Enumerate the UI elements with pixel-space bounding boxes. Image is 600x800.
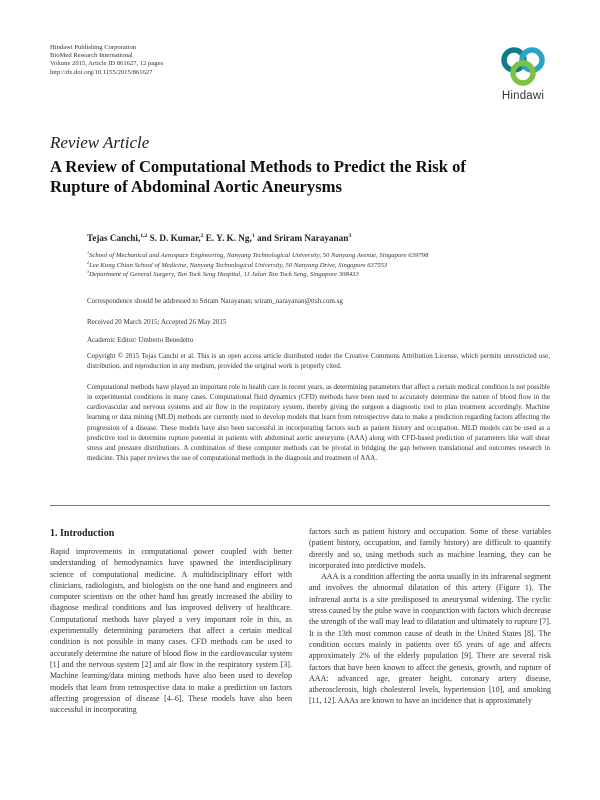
logo-text: Hindawi [501, 90, 545, 102]
publisher-name: Hindawi Publishing Corporation [50, 44, 137, 51]
affil-mark: 1 [87, 249, 90, 255]
author-affil-mark: 3 [348, 232, 352, 239]
abstract: Computational methods have played an important role in health care in recent years, as determining parameters that affect a certain medical condition is not possible in experimental conditions in many cases. Computational fluid dynamics (CFD) methods have been used to accurately determine the nature of blood flow in the cardiovascular and nervous systems and air flow in the respiratory system, thereby giving the surgeon a diagnostic tool to plan treatment accordingly. Machine learning or data mining (MLD) methods are currently used to develop models that learn from retrospective data to make a prediction regarding factors affecting the progression of a disease. These models have also been successful in incorporating factors such as patient history and occupation. MLD models can be used as a predictive tool to determine rupture potential in patients with abdominal aortic aneurysms (AAA) along with CFD-based prediction of parameters like wall shear stress and pressure distributions. A combination of these computer methods can be pivotal in bridging the gap between translational and outcomes research in medicine. This paper reviews the use of computational methods in the diagnosis and treatment of AAA. [87, 383, 550, 463]
author-name: and Sriram Narayanan [256, 233, 349, 243]
author-name: S. D. Kumar, [149, 233, 201, 243]
left-column [50, 546, 292, 715]
paragraph: Rapid improvements in computational power coupled with better understanding of hemodynamics have spawned the interdisciplinary science of computational medicine. A multidisciplinary effort with clinicians, radiologists, and biologists on the one hand and engineers and computer scientists on the other hand has greatly increased the ability to diagnose medical conditions and has improved delivery of healthcare. Computational methods have played a very important role in this, as experimentally determining parameters that affect a certain medical condition is not possible in many cases. CFD methods can be used to accurately determine the nature of blood flow in the cardiovascular system [1] and the nervous system [2] and air flow in the respiratory system [3]. Machine learning/data mining methods have also been used to develop models that learn from retrospective data to make a prediction on factors affecting progression of disease [4–6]. These models have also been successful in incorporating [50, 547, 292, 715]
affil-text: School of Mechanical and Aerospace Engineering, Nanyang Technological University, 50 Nanyang Avenue, Singapore 639798 [89, 252, 429, 259]
journal-name: BioMed Research International [50, 52, 133, 60]
received-accepted-dates: Received 20 March 2015; Accepted 26 May 2015 [87, 318, 227, 326]
section-heading: 1. Introduction [50, 528, 115, 539]
affil-mark: 3 [87, 268, 90, 274]
hindawi-logo [492, 43, 554, 105]
academic-editor: Academic Editor: Umberto Benedetto [87, 336, 194, 344]
right-column [309, 526, 551, 707]
affiliation-line [87, 251, 550, 261]
author-affil-mark: 2 [200, 232, 204, 239]
doi-link[interactable]: http://dx.doi.org/10.1155/2015/861627 [50, 68, 153, 76]
section-divider [50, 505, 550, 506]
affiliations [87, 251, 550, 280]
article-type: Review Article [50, 133, 150, 152]
author-name: Tejas Canchi, [87, 233, 141, 243]
journal-header [50, 44, 163, 77]
affil-text: Department of General Surgery, Tan Tock Seng Hospital, 11 Jalan Tan Tock Seng, Singapore 308433 [89, 271, 359, 278]
correspondence: Correspondence should be addressed to Sriram Narayanan; sriram_narayanan@ttsh.com.sg [87, 297, 343, 305]
author-list [87, 233, 351, 243]
title-line: A Review of Computational Methods to Predict the Risk of [50, 157, 466, 176]
paragraph: AAA is a condition affecting the aorta usually in its infrarenal segment and involves the abnormal dilatation of this artery (Figure 1). The infrarenal aorta is a site predisposed to aneurysmal widening. The cyclic stress caused by the pulse wave in conjunction with factors which decrease the strength of the wall may lead to dilatation and ultimately to rupture [7]. It is the 13th most common cause of death in the United States [8]. The condition occurs mainly in patients over 65 years of age and affects approximately 2% of the elderly population [9]. There are several risk factors that have been known to affect the genesis, growth, and rupture of AAA: advanced age, greater height, coronary artery disease, atherosclerosis, high cholesterol levels, hypertension [10], and smoking [11, 12]. AAAs are known to have an incidence that is approximately [309, 572, 551, 706]
author-affil-mark: 1 [251, 232, 255, 239]
article-title [50, 157, 550, 197]
author-name: E. Y. K. Ng, [205, 233, 252, 243]
title-line: Rupture of Abdominal Aortic Aneurysms [50, 177, 342, 196]
affiliation-line [87, 270, 550, 280]
affiliation-line [87, 261, 550, 271]
affil-text: Lee Kong Chian School of Medicine, Nanyang Technological University, 50 Nanyang Drive, Singapore 637553 [89, 261, 388, 269]
volume-info: Volume 2015, Article ID 861627, 12 pages [50, 60, 164, 68]
paragraph: factors such as patient history and occupation. Some of these variables (patient history, occupation, and family history) are difficult to quantify directly and so, using methods such as machine learning, they can be incorporated into predictive models. [309, 527, 551, 570]
author-affil-mark: 1,2 [140, 232, 148, 239]
hindawi-logo-icon [492, 43, 554, 89]
affil-mark: 2 [87, 259, 90, 265]
copyright-notice: Copyright © 2015 Tejas Canchi et al. This is an open access article distributed under the Creative Commons Attribution License, which permits unrestricted use, distribution, and reproduction in any medium, provided the original work is properly cited. [87, 352, 550, 370]
